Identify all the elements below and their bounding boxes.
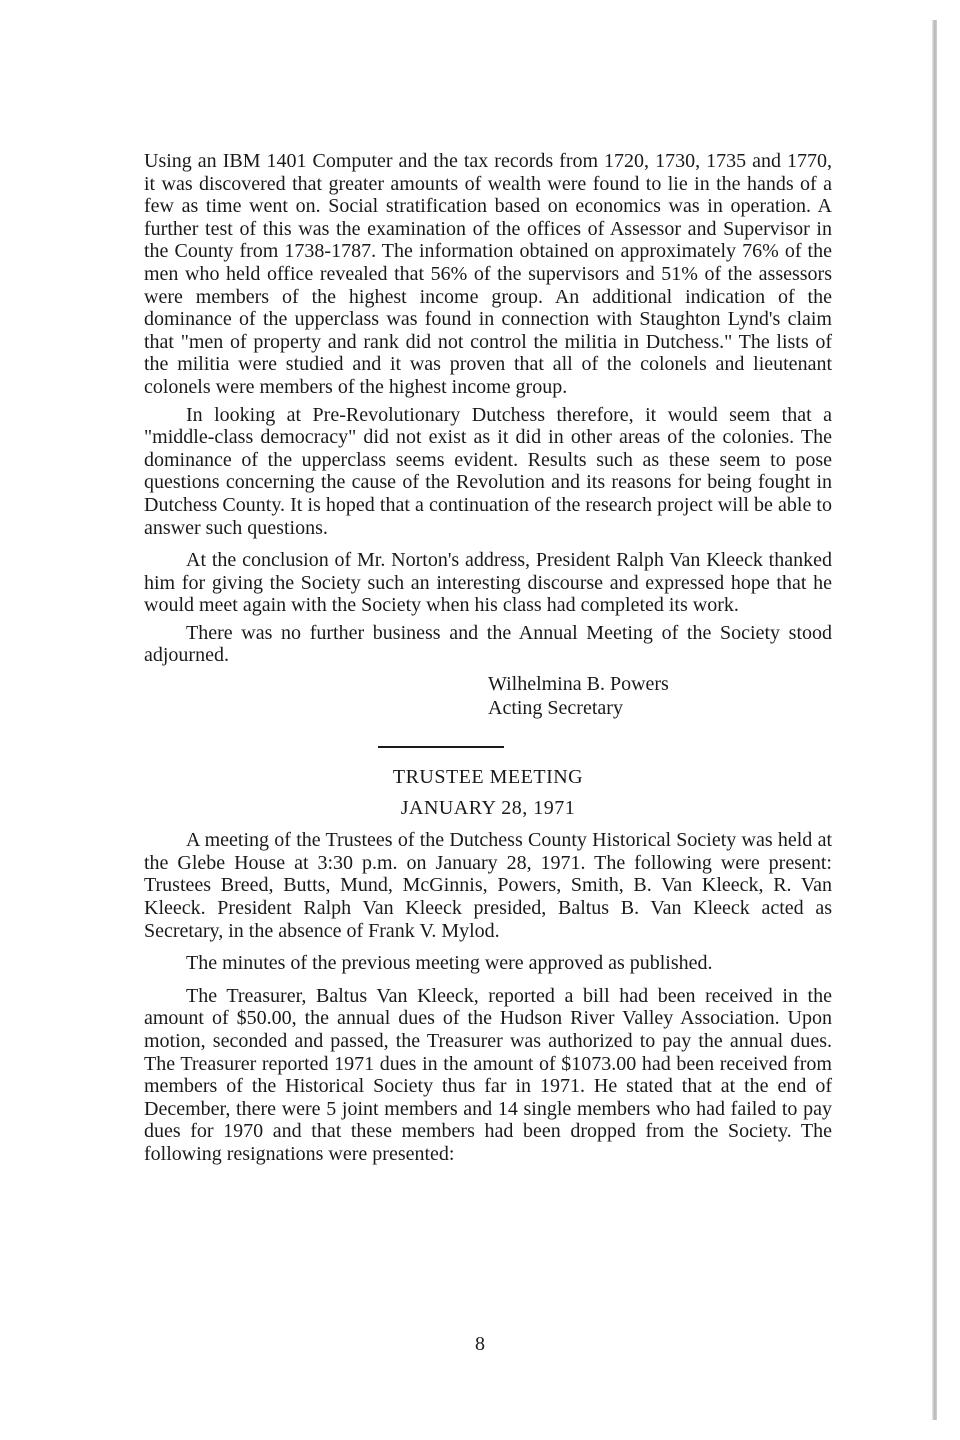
- page-number: 8: [475, 1333, 485, 1355]
- section-heading: TRUSTEE MEETING: [392, 766, 584, 789]
- scan-edge-shadow: [932, 20, 937, 1420]
- signature-title: Acting Secretary: [488, 697, 623, 720]
- paragraph-pre-revolutionary: In looking at Pre-Revolutionary Dutchess therefore, it would seem that a "middle-class democracy" did not exist as it did in other areas of the colonies. The dominance of the upperclass seems evident. Results such as these seem to pose questions concerning the cause of the Revolution and its reasons for being fought in Dutchess County. It is hoped that a continuation of the research project will be able to answer such questions.: [144, 403, 832, 539]
- paragraph-adjourned: There was no further business and the Annual Meeting of the Society stood adjourned.: [144, 621, 832, 667]
- section-date: JANUARY 28, 1971: [400, 796, 576, 819]
- paragraph-computer-analysis: Using an IBM 1401 Computer and the tax records from 1720, 1730, 1735 and 1770, it was discovered that greater amounts of wealth were found to lie in the hands of a few as time went on. Social stratification based on economics was in operation. A further test of this was the examination of the offices of Assessor and Supervisor in the County from 1738-1787. The information obtained on approximately 76% of the men who held office revealed that 56% of the supervisors and 51% of the assessors were members of the highest income group. An additional indication of the dominance of the upperclass was found in connection with Staughton Lynd's claim that "men of property and rank did not control the militia in Dutchess." The lists of the militia were studied and it was proven that all of the colonels and lieutenant colonels were members of the highest income group.: [144, 150, 832, 398]
- signature-block: [488, 672, 832, 720]
- document-page: [144, 150, 832, 1166]
- paragraph-trustee-meeting: A meeting of the Trustees of the Dutchess County Historical Society was held at the Glebe House at 3:30 p.m. on January 28, 1971. The following were present: Trustees Breed, Butts, Mund, McGinnis, Powers, Smith, B. Van Kleeck, R. Van Kleeck. President Ralph Van Kleeck presided, Baltus B. Van Kleeck acted as Secretary, in the absence of Frank V. Mylod.: [144, 829, 832, 942]
- signature-name: Wilhelmina B. Powers: [488, 673, 669, 696]
- paragraph-treasurer-report: The Treasurer, Baltus Van Kleeck, reported a bill had been received in the amount of $50.00, the annual dues of the Hudson River Valley Association. Upon motion, seconded and passed, the Treasurer was authorized to pay the annual dues. The Treasurer reported 1971 dues in the amount of $1073.00 had been received from members of the Historical Society thus far in 1971. He stated that at the end of December, there were 5 joint members and 14 single members who had failed to pay dues for 1970 and that these members had been dropped from the Society. The following resignations were presented:: [144, 984, 832, 1165]
- section-divider: [378, 746, 504, 748]
- paragraph-conclusion-address: At the conclusion of Mr. Norton's address, President Ralph Van Kleeck thanked him for giving the Society such an interesting discourse and expressed hope that he would meet again with the Society when his class had completed its work.: [144, 549, 832, 617]
- paragraph-minutes: The minutes of the previous meeting were approved as published.: [186, 952, 713, 975]
